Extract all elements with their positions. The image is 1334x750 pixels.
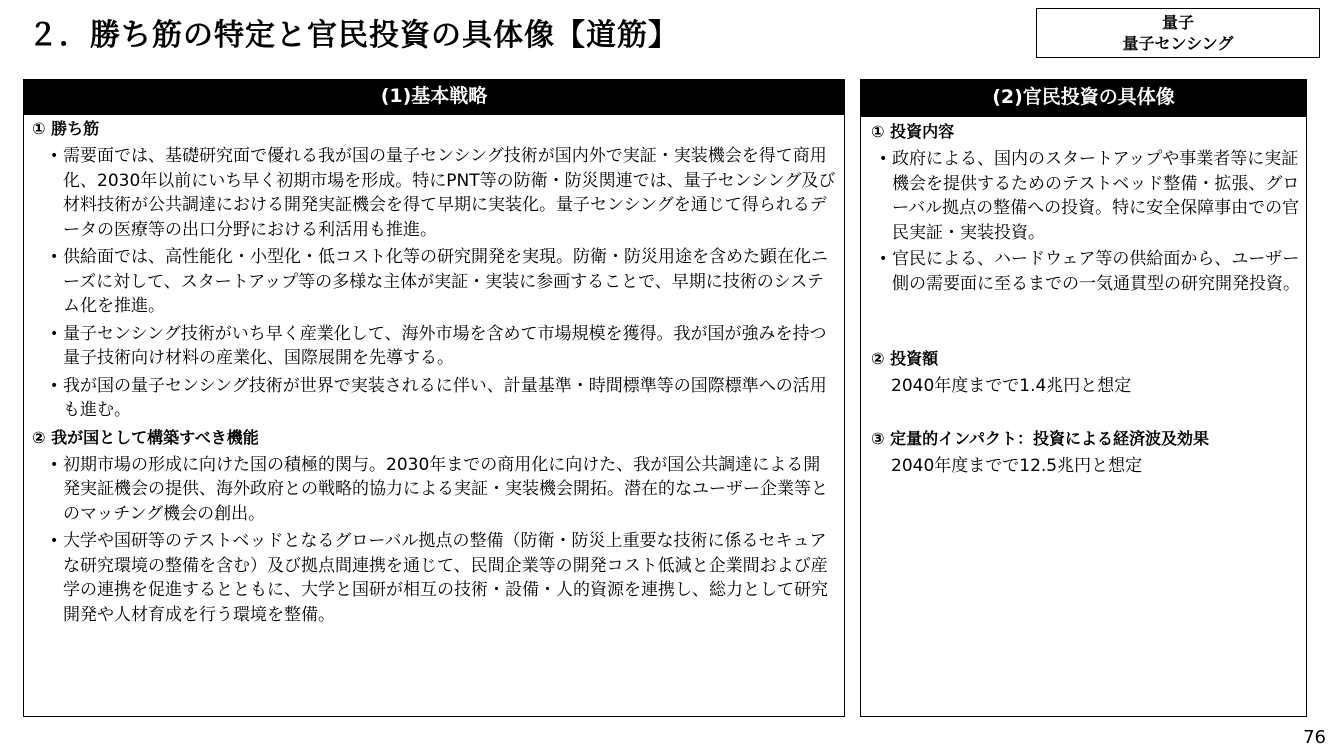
category-tag bbox=[1036, 8, 1320, 58]
quantitative-impact-title: ③ 定量的インパクト：投資による経済波及効果 bbox=[871, 429, 1209, 448]
list-item: • 大学や国研等のテストベッドとなるグローバル拠点の整備（防衛・防災上重要な技術に係るセキュアな研究環境の整備を含む）及び拠点間連携を通じて、民間企業等の開発コスト低減と企業間および産学の連携を促進するとともに、大学と国研が相互の技術・設備・人的資源を連携し、総力として研究開発や人材育成を行う環境を整備。 bbox=[50, 529, 836, 627]
category-tag-primary: 量子 bbox=[1161, 13, 1194, 32]
list-item: • 我が国の量子センシング技術が世界で実装されるに伴い、計量基準・時間標準等の国際標準への活用も進む。 bbox=[50, 374, 836, 423]
list-item: • 需要面では、基礎研究面で優れる我が国の量子センシング技術が国内外で実証・実装機会を得て商用化、2030年以前にいち早く初期市場を形成。特にPNT等の防衛・防災関連では、量子センシング及び材料技術が公共調達における開発実証機会を得て早期に実装化。量子センシングを通じて得られるデータの医療等の出口分野における利活用も推進。 bbox=[50, 144, 836, 242]
list-item: • 供給面では、高性能化・小型化・低コスト化等の研究開発を実現。防衛・防災用途を含めた顕在化ニーズに対して、スタートアップ等の多様な主体が実証・実装に参画することで、早期に技術のシステム化を推進。 bbox=[50, 245, 836, 319]
basic-strategy-body bbox=[24, 115, 844, 627]
list-item: • 官民による、ハードウェア等の供給面から、ユーザー側の需要面に至るまでの一気通貫型の研究開発投資。 bbox=[879, 247, 1300, 296]
investment-amount-title: ② 投資額 bbox=[871, 349, 939, 368]
investment-amount-value: 2040年度までで1.4兆円と想定 bbox=[891, 376, 1132, 396]
quantitative-impact-value: 2040年度までで12.5兆円と想定 bbox=[891, 456, 1143, 476]
investment-content-list bbox=[871, 147, 1300, 296]
required-functions-list bbox=[32, 453, 836, 628]
page-title: ２．勝ち筋の特定と官民投資の具体像【道筋】 bbox=[28, 18, 679, 53]
category-tag-secondary: 量子センシング bbox=[1122, 34, 1234, 53]
list-item: • 政府による、国内のスタートアップや事業者等に実証機会を提供するためのテストベッド整備・拡張、グローバル拠点の整備への投資。特に安全保障事由での官民実証・実装投資。 bbox=[879, 147, 1300, 245]
list-item: • 量子センシング技術がいち早く産業化して、海外市場を含めて市場規模を獲得。我が国が強みを持つ量子技術向け材料の産業化、国際展開を先導する。 bbox=[50, 322, 836, 371]
investment-body bbox=[861, 117, 1306, 478]
required-functions-title: ② 我が国として構築すべき機能 bbox=[32, 427, 259, 447]
basic-strategy-panel bbox=[23, 79, 845, 717]
basic-strategy-header: (1)基本戦略 bbox=[24, 80, 844, 115]
investment-panel bbox=[860, 79, 1307, 717]
investment-header: (2)官民投資の具体像 bbox=[861, 80, 1306, 117]
list-item: • 初期市場の形成に向けた国の積極的関与。2030年までの商用化に向けた、我が国公共調達による開発実証機会の提供、海外政府との戦略的協力による実証・実装機会開拓。潜在的なユーザー企業等とのマッチング機会の創出。 bbox=[50, 453, 836, 527]
investment-content-title: ① 投資内容 bbox=[871, 122, 955, 141]
winning-path-list bbox=[32, 144, 836, 423]
page-number: 76 bbox=[1303, 727, 1326, 748]
winning-path-title: ① 勝ち筋 bbox=[32, 119, 100, 138]
